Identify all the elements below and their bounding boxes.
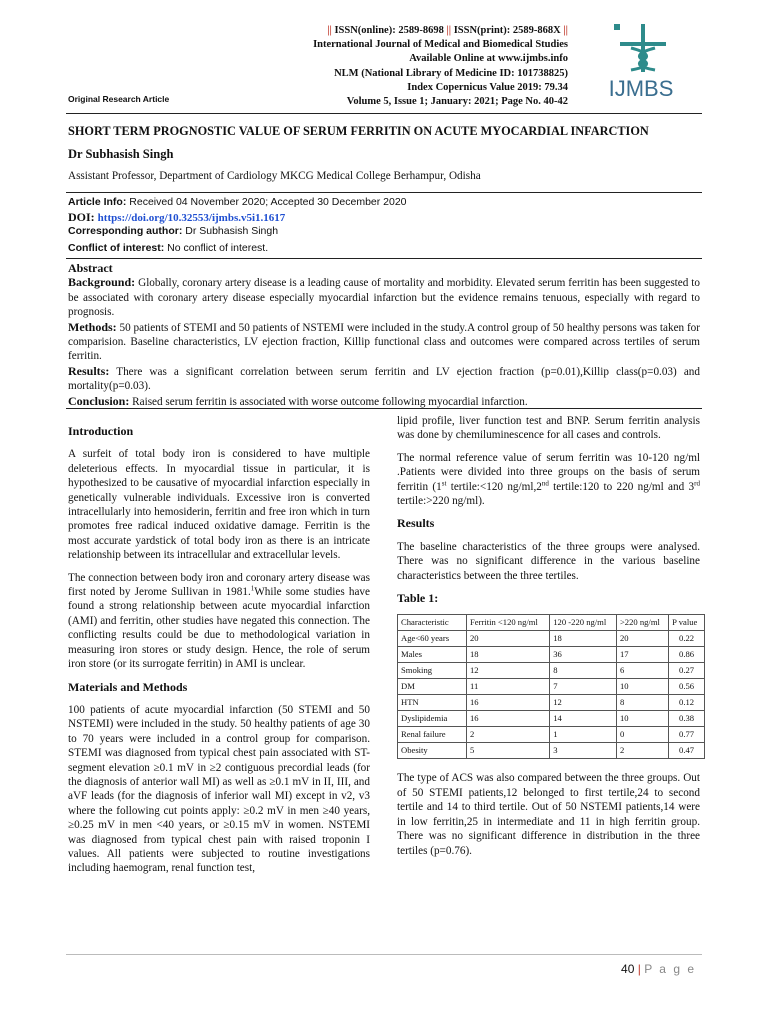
logo-text: IJMBS [608,76,674,100]
right-paragraph-2: The normal reference value of serum ferritin was 10-120 ng/ml .Patients were divided into three groups on the basis of serum ferritin (1st tertile:<120 ng/ml,2nd tertile:120 to 220 ng/ml and 3rd tertile:>220 ng/ml). [397,451,700,508]
table-cell: 2 [467,727,550,743]
footer-divider [66,954,702,955]
materials-methods-heading: Materials and Methods [68,679,188,694]
table-cell: 12 [550,695,617,711]
article-title: SHORT TERM PROGNOSTIC VALUE OF SERUM FERRITIN ON ACUTE MYOCARDIAL INFARCTION [68,124,649,138]
table-cell: HTN [398,695,467,711]
article-info: Article Info: Received 04 November 2020; Accepted 30 December 2020 [68,196,407,208]
table-1 [397,614,705,759]
table-cell: 16 [467,711,550,727]
abstract-methods: Methods: 50 patients of STEMI and 50 patients of NSTEMI were included in the study.A control group of 50 healthy persons was taken for comparision. Baseline characteristics, LV ejection fraction, Killip functional class and outcomes were compared across tertiles of serum ferritin. [68,319,700,363]
author-name: Dr Subhasish Singh [68,147,174,161]
table-cell: 5 [467,743,550,759]
abstract-conclusion: Conclusion: Raised serum ferritin is associated with worse outcome following myocardial infarction. [68,393,528,408]
table-cell: 12 [467,663,550,679]
corresponding-author: Corresponding author: Dr Subhasish Singh [68,225,279,237]
table-cell: 7 [550,679,617,695]
table-cell: 0.12 [669,695,705,711]
table-cell: 0 [616,727,668,743]
author-affiliation: Assistant Professor, Department of Cardiology MKCG Medical College Berhampur, Odisha [68,170,481,182]
volume-info: Volume 5, Issue 1; January: 2021; Page No. 40-42 [346,96,568,108]
table-cell: Renal failure [398,727,467,743]
table-cell: 8 [616,695,668,711]
results-heading: Results [397,516,435,531]
table-row [398,679,705,695]
table-cell: 6 [616,663,668,679]
doi-link[interactable]: https://doi.org/10.32553/ijmbs.v5i1.1617 [97,212,286,224]
table-row [398,647,705,663]
conflict-of-interest: Conflict of interest: No conflict of interest. [68,242,269,254]
journal-logo-icon [582,22,700,100]
table-1-heading: Table 1: [397,591,439,606]
right-column [397,414,700,866]
abstract-heading: Abstract [68,261,113,275]
table-cell: 0.38 [669,711,705,727]
table-cell: DM [398,679,467,695]
intro-paragraph-2: The connection between body iron and coronary artery disease was first noted by Jerome Sullivan in 1981.$^1$While some studies have found a strong relationship between acute myocardial infarction (AMI) and ferritin, other studies have negated this connection. The conflicting results could be due to methodological variation in measuring iron stores or study design. Hence, the role of serum iron store (or its surrogate ferritin) in AMI is unclear. [68,571,370,671]
header-divider [66,113,702,114]
table-cell: 1 [550,727,617,743]
table-header-cell: 120 -220 ng/ml [550,615,617,631]
journal-header: || ISSN(online): 2589-8698 || ISSN(print): 2589-868X || International Journal of Medical and Biomedical Studies Available Online at www.ijmbs.info NLM (National Library of Medicine ID: 101738825) Index Copernicus Value 2019: 79.34 Volume 5, Issue 1; January: 2021; Page No. 40-42 [128,24,568,109]
methods-paragraph: 100 patients of acute myocardial infarction (50 STEMI and 50 NSTEMI) were included in the study. 50 healthy patients of age 30 to 70 years were included in a control group for comparison. STEMI was diagnosed from typical chest pain associated with ST-segment elevation ≥0.1 mV in ≥2 contiguous precordial leads (for the diagnosis of anterior wall MI) as well as ≥0.1 mV in II, III, and aVF leads (for the diagnosis of inferior wall MI) except in v2, v3 where the following cut points apply: ≥0.2 mV in men ≥40 years, ≥0.25 mV in men <40 years, or ≥0.15 mV in women. NSTEMI was diagnosed from typical chest pain with raised troponin I values. All patients were subjected to routine investigations including haemogram, renal function test, [68,703,370,875]
table-row [398,727,705,743]
table-cell: 0.47 [669,743,705,759]
table-cell: 3 [550,743,617,759]
table-cell: 14 [550,711,617,727]
table-cell: 2 [616,743,668,759]
table-cell: 16 [467,695,550,711]
table-header-cell: Ferritin <120 ng/ml [467,615,550,631]
table-cell: 36 [550,647,617,663]
table-cell: 20 [467,631,550,647]
acs-paragraph: The type of ACS was also compared between the three groups. Out of 50 STEMI patients,12 belonged to first tertile,24 to second tertile and 14 to third tertile. Out of 50 NSTEMI patients,14 were in low ferritin,25 in intermediate and 11 in high ferritin group. There was no significant difference in distribution in the three tertiles (p=0.76). [397,772,700,857]
table-cell: Obesity [398,743,467,759]
table-row [398,663,705,679]
table-header-cell: P value [669,615,705,631]
table-cell: 0.22 [669,631,705,647]
copernicus-value: Index Copernicus Value 2019: 79.34 [407,81,568,93]
nlm-id: NLM (National Library of Medicine ID: 101738825) [334,67,568,79]
table-cell: 10 [616,679,668,695]
right-paragraph-1: lipid profile, liver function test and BNP. Serum ferritin analysis was done by chemiluminescence for all cases and controls. [397,415,700,442]
table-cell: 11 [467,679,550,695]
table-cell: 17 [616,647,668,663]
table-cell: 0.77 [669,727,705,743]
table-cell: 0.86 [669,647,705,663]
issn-online: ISSN(online): 2589-8698 [334,25,444,36]
table-row [398,695,705,711]
journal-name: International Journal of Medical and Biomedical Studies [313,39,568,51]
issn-print: ISSN(print): 2589-868X [453,25,561,36]
table-cell: 0.56 [669,679,705,695]
abstract-background: Background: Globally, coronary artery disease is a leading cause of mortality and morbidity. Elevated serum ferritin has been suggested to be associated with coronary artery disease especially myocardial infarction but the evidence remains tenuous, especially with regard to prognosis. [68,275,700,319]
table-header-cell: Characteristic [398,615,467,631]
table-cell: 20 [616,631,668,647]
article-type: Original Research Article [68,94,170,104]
table-cell: 18 [550,631,617,647]
left-column [68,424,370,884]
table-cell: 0.27 [669,663,705,679]
table-cell: Smoking [398,663,467,679]
results-paragraph: The baseline characteristics of the three groups were analysed. There was no significant difference in the various baseline characteristics between the three tertiles. [397,540,700,582]
abstract-results: Results: There was a significant correlation between serum ferritin and LV ejection fraction (p=0.01),Killip class(p=0.03) and mortality(p=0.03). [68,363,700,393]
table-header-row [398,615,705,631]
intro-paragraph-1: A surfeit of total body iron is considered to have multiple deleterious effects. In myocardial tissue in particular, it is hypothesized to be causative of myocardial infarction especially in genetically vulnerable individuals. Excessive iron is converted intracellularly into hemosiderin, ferritin and free iron which in turn promotes free radical induced oxidative damage. Ferritin is the most accurate yardstick of total body iron as there is an intricate relationship between its intracellular and extracellular levels. [68,448,370,562]
table-row [398,743,705,759]
doi: DOI: https://doi.org/10.32553/ijmbs.v5i1.1617 [68,210,286,224]
abstract-divider [66,408,702,409]
info-divider-top [66,192,702,193]
introduction-heading: Introduction [68,424,134,438]
page-number: 40 | P a g e [621,962,696,976]
table-header-cell: >220 ng/ml [616,615,668,631]
table-cell: Age<60 years [398,631,467,647]
available-online: Available Online at www.ijmbs.info [409,53,568,65]
info-divider-bottom [66,258,702,259]
table-row [398,631,705,647]
table-cell: 18 [467,647,550,663]
table-row [398,711,705,727]
table-cell: Dyslipidemia [398,711,467,727]
table-cell: 8 [550,663,617,679]
abstract [68,261,700,409]
table-cell: 10 [616,711,668,727]
table-cell: Males [398,647,467,663]
